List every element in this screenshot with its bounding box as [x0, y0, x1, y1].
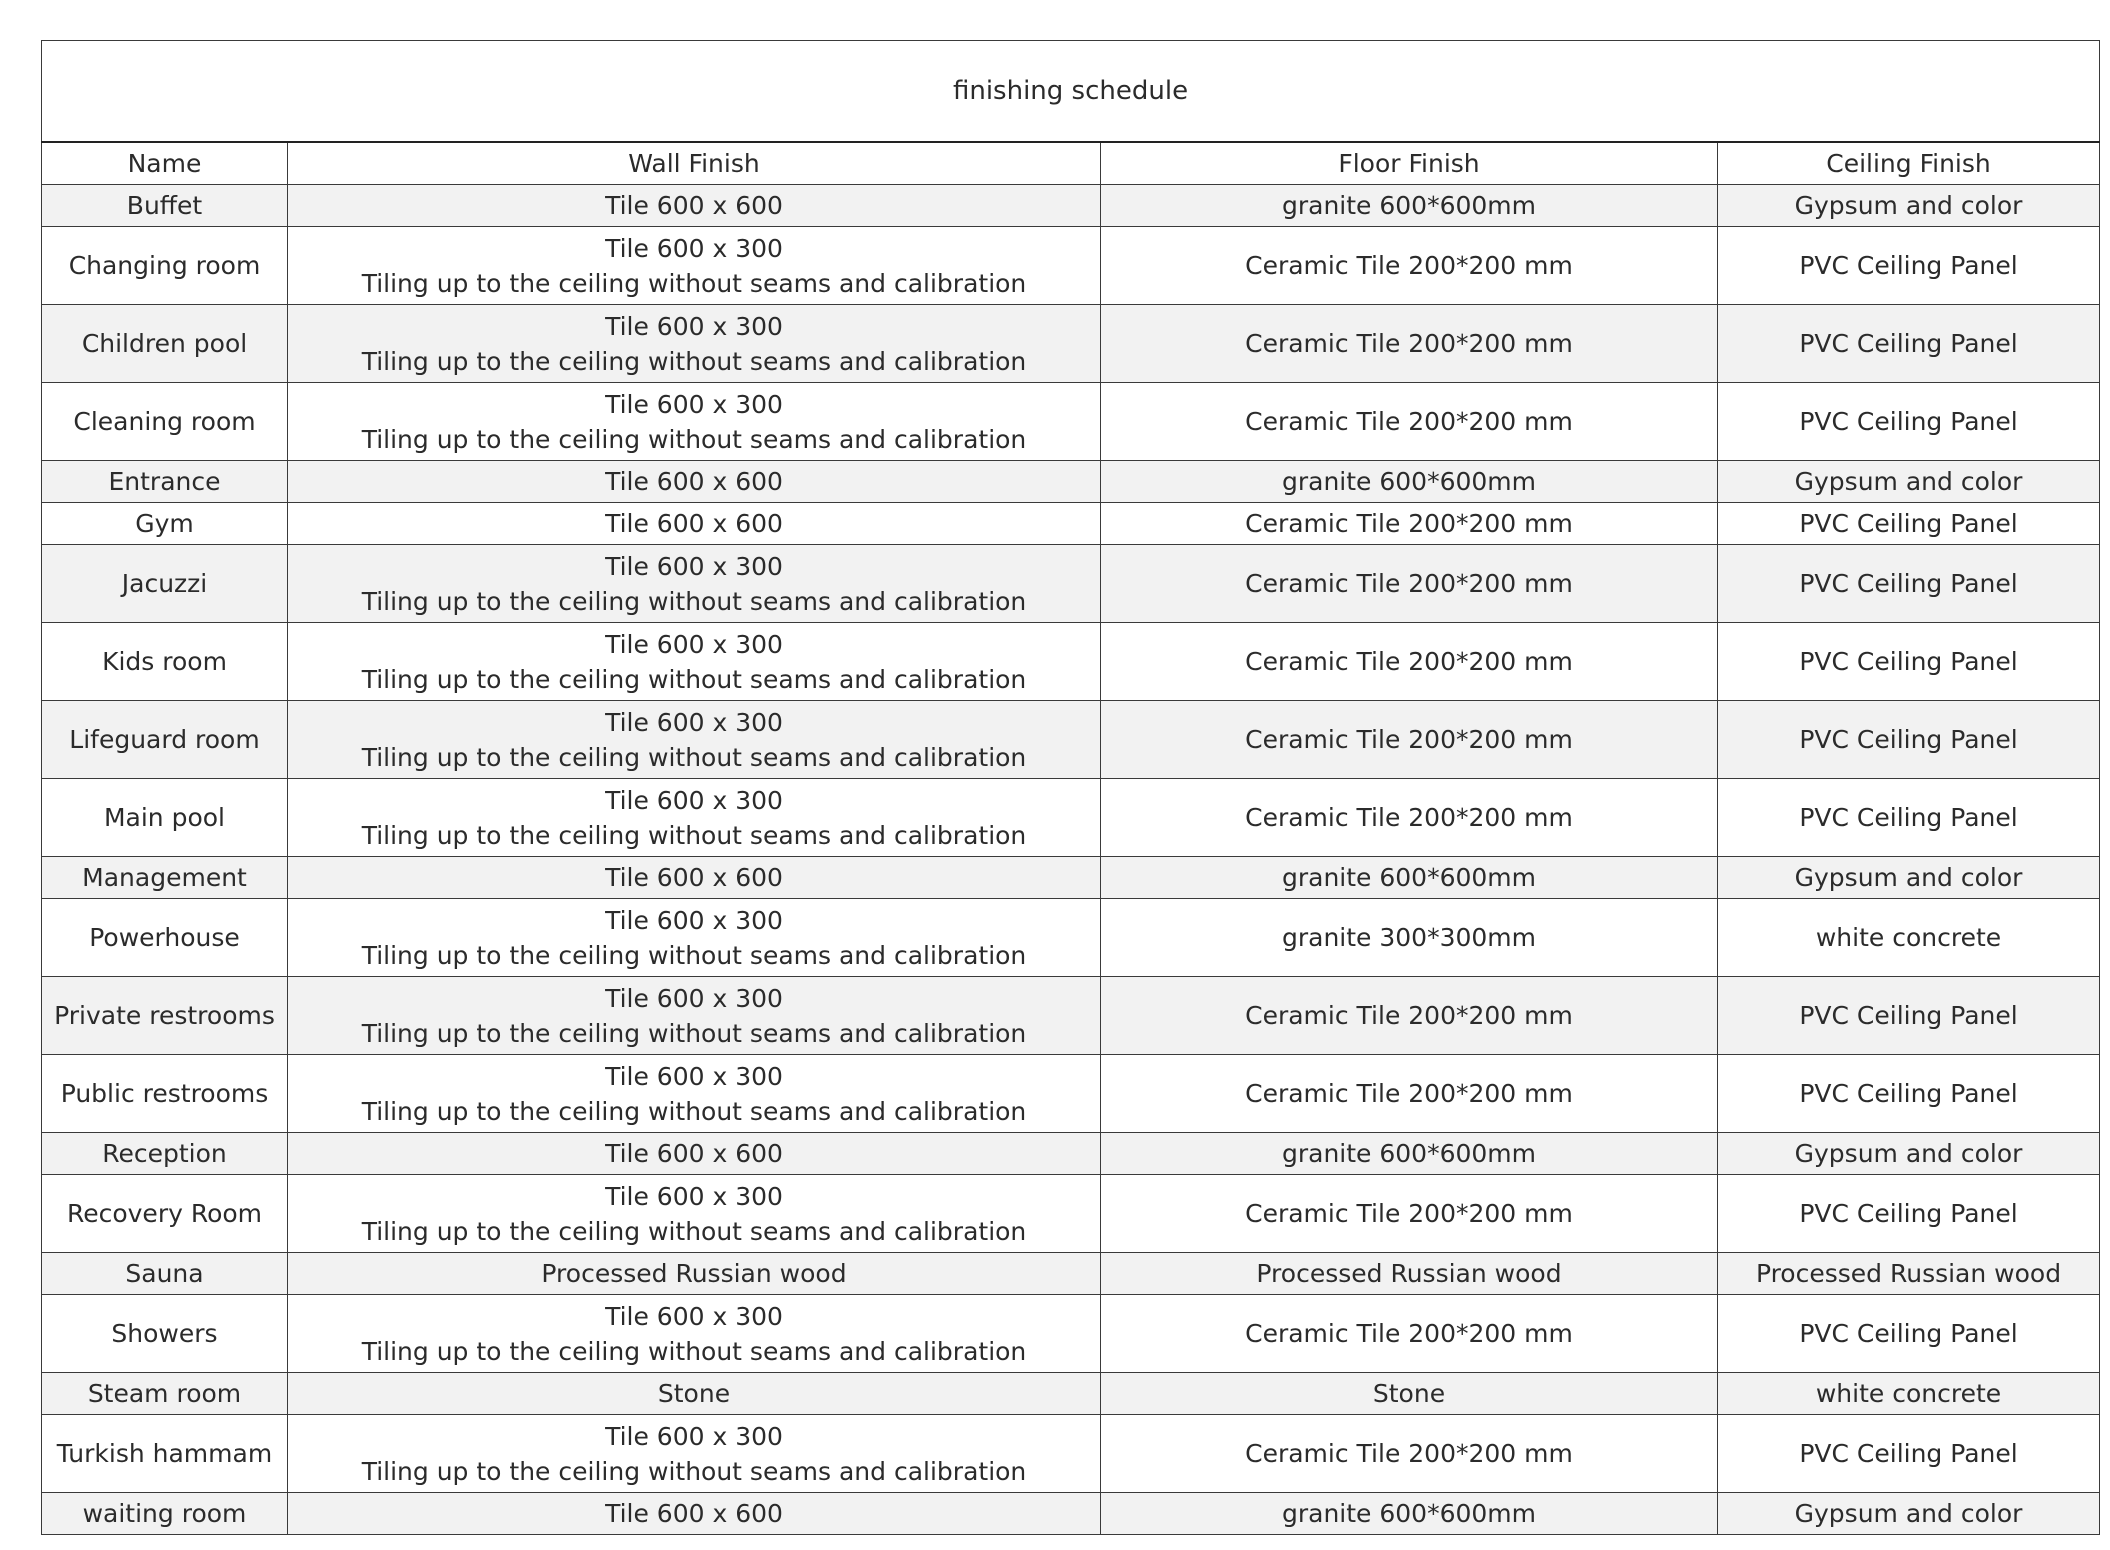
ceiling-finish-cell: PVC Ceiling Panel	[1718, 227, 2100, 305]
room-name-cell: Changing room	[42, 227, 288, 305]
ceiling-finish-cell: PVC Ceiling Panel	[1718, 701, 2100, 779]
ceiling-finish-cell: white concrete	[1718, 899, 2100, 977]
wall-finish-cell	[288, 701, 1101, 779]
wall-finish-line: Tile 600 x 300	[605, 389, 783, 419]
table-row	[42, 227, 2100, 305]
table-row	[42, 1175, 2100, 1253]
floor-finish-cell: Ceramic Tile 200*200 mm	[1101, 227, 1718, 305]
ceiling-finish-cell: Gypsum and color	[1718, 461, 2100, 503]
wall-finish-line: Tiling up to the ceiling without seams and calibration	[361, 1456, 1027, 1486]
ceiling-finish-cell: PVC Ceiling Panel	[1718, 1415, 2100, 1493]
floor-finish-cell: Ceramic Tile 200*200 mm	[1101, 1415, 1718, 1493]
room-name-cell: waiting room	[42, 1493, 288, 1535]
wall-finish-line: Tile 600 x 300	[605, 1061, 783, 1091]
floor-finish-cell: Ceramic Tile 200*200 mm	[1101, 779, 1718, 857]
table-row	[42, 1295, 2100, 1373]
ceiling-finish-cell: PVC Ceiling Panel	[1718, 383, 2100, 461]
wall-finish-cell	[288, 1295, 1101, 1373]
wall-finish-cell	[288, 461, 1101, 503]
wall-finish-line: Tile 600 x 600	[605, 1139, 783, 1168]
wall-finish-line: Tile 600 x 600	[605, 1499, 783, 1528]
room-name-cell: Lifeguard room	[42, 701, 288, 779]
room-name-cell: Steam room	[42, 1373, 288, 1415]
table-row	[42, 503, 2100, 545]
floor-finish-cell: granite 600*600mm	[1101, 1133, 1718, 1175]
wall-finish-line: Tiling up to the ceiling without seams and calibration	[361, 664, 1027, 694]
wall-finish-line: Tile 600 x 300	[605, 707, 783, 737]
wall-finish-line: Tiling up to the ceiling without seams and calibration	[361, 742, 1027, 772]
floor-finish-cell: Processed Russian wood	[1101, 1253, 1718, 1295]
ceiling-finish-cell: PVC Ceiling Panel	[1718, 305, 2100, 383]
floor-finish-cell: Ceramic Tile 200*200 mm	[1101, 977, 1718, 1055]
wall-finish-cell	[288, 305, 1101, 383]
wall-finish-line: Tiling up to the ceiling without seams and calibration	[361, 1336, 1027, 1366]
wall-finish-line: Tile 600 x 300	[605, 233, 783, 263]
wall-finish-line: Tile 600 x 600	[605, 467, 783, 496]
wall-finish-line: Stone	[657, 1379, 731, 1408]
wall-finish-line: Tile 600 x 300	[605, 551, 783, 581]
wall-finish-cell	[288, 1493, 1101, 1535]
ceiling-finish-cell: PVC Ceiling Panel	[1718, 623, 2100, 701]
header-row	[42, 142, 2100, 185]
wall-finish-line: Tiling up to the ceiling without seams and calibration	[361, 346, 1027, 376]
wall-finish-line: Tile 600 x 300	[605, 983, 783, 1013]
wall-finish-line: Tile 600 x 600	[605, 509, 783, 538]
table-row	[42, 305, 2100, 383]
table-row	[42, 1133, 2100, 1175]
wall-finish-line: Tiling up to the ceiling without seams and calibration	[361, 424, 1027, 454]
table-row	[42, 701, 2100, 779]
room-name-cell: Children pool	[42, 305, 288, 383]
table-title: finishing schedule	[42, 41, 2100, 143]
table-body	[42, 185, 2100, 1535]
wall-finish-cell	[288, 899, 1101, 977]
wall-finish-line: Tiling up to the ceiling without seams and calibration	[361, 268, 1027, 298]
floor-finish-cell: Ceramic Tile 200*200 mm	[1101, 1055, 1718, 1133]
wall-finish-cell	[288, 1373, 1101, 1415]
room-name-cell: Sauna	[42, 1253, 288, 1295]
room-name-cell: Reception	[42, 1133, 288, 1175]
wall-finish-line: Tile 600 x 300	[605, 905, 783, 935]
room-name-cell: Showers	[42, 1295, 288, 1373]
ceiling-finish-cell: PVC Ceiling Panel	[1718, 1055, 2100, 1133]
table-row	[42, 1493, 2100, 1535]
room-name-cell: Jacuzzi	[42, 545, 288, 623]
room-name-cell: Management	[42, 857, 288, 899]
room-name-cell: Buffet	[42, 185, 288, 227]
wall-finish-cell	[288, 779, 1101, 857]
table-row	[42, 977, 2100, 1055]
table-row	[42, 185, 2100, 227]
room-name-cell: Kids room	[42, 623, 288, 701]
floor-finish-cell: granite 600*600mm	[1101, 461, 1718, 503]
wall-finish-line: Tiling up to the ceiling without seams and calibration	[361, 586, 1027, 616]
ceiling-finish-cell: Processed Russian wood	[1718, 1253, 2100, 1295]
table-row	[42, 461, 2100, 503]
table-row	[42, 383, 2100, 461]
table-row	[42, 1373, 2100, 1415]
wall-finish-cell	[288, 383, 1101, 461]
floor-finish-cell: Stone	[1101, 1373, 1718, 1415]
ceiling-finish-cell: PVC Ceiling Panel	[1718, 977, 2100, 1055]
wall-finish-cell	[288, 1055, 1101, 1133]
floor-finish-cell: Ceramic Tile 200*200 mm	[1101, 701, 1718, 779]
wall-finish-line: Tiling up to the ceiling without seams and calibration	[361, 1018, 1027, 1048]
table-row	[42, 1415, 2100, 1493]
table-row	[42, 1055, 2100, 1133]
wall-finish-cell	[288, 977, 1101, 1055]
floor-finish-cell: Ceramic Tile 200*200 mm	[1101, 545, 1718, 623]
wall-finish-line: Tile 600 x 300	[605, 1181, 783, 1211]
wall-finish-cell	[288, 1253, 1101, 1295]
ceiling-finish-cell: PVC Ceiling Panel	[1718, 503, 2100, 545]
floor-finish-cell: Ceramic Tile 200*200 mm	[1101, 1295, 1718, 1373]
ceiling-finish-cell: Gypsum and color	[1718, 857, 2100, 899]
column-header-floor-finish: Floor Finish	[1101, 142, 1718, 185]
column-header-name: Name	[42, 142, 288, 185]
wall-finish-line: Tile 600 x 300	[605, 1421, 783, 1451]
wall-finish-cell	[288, 227, 1101, 305]
room-name-cell: Recovery Room	[42, 1175, 288, 1253]
floor-finish-cell: Ceramic Tile 200*200 mm	[1101, 1175, 1718, 1253]
ceiling-finish-cell: Gypsum and color	[1718, 1493, 2100, 1535]
wall-finish-line: Tiling up to the ceiling without seams and calibration	[361, 940, 1027, 970]
wall-finish-cell	[288, 1415, 1101, 1493]
floor-finish-cell: Ceramic Tile 200*200 mm	[1101, 383, 1718, 461]
wall-finish-line: Tiling up to the ceiling without seams and calibration	[361, 1096, 1027, 1126]
wall-finish-line: Tile 600 x 300	[605, 629, 783, 659]
wall-finish-line: Tile 600 x 600	[605, 863, 783, 892]
room-name-cell: Private restrooms	[42, 977, 288, 1055]
wall-finish-cell	[288, 1175, 1101, 1253]
wall-finish-cell	[288, 545, 1101, 623]
room-name-cell: Main pool	[42, 779, 288, 857]
wall-finish-cell	[288, 1133, 1101, 1175]
ceiling-finish-cell: PVC Ceiling Panel	[1718, 1295, 2100, 1373]
table-row	[42, 779, 2100, 857]
wall-finish-cell	[288, 185, 1101, 227]
ceiling-finish-cell: white concrete	[1718, 1373, 2100, 1415]
wall-finish-cell	[288, 623, 1101, 701]
table-row	[42, 623, 2100, 701]
wall-finish-line: Processed Russian wood	[541, 1259, 847, 1288]
wall-finish-cell	[288, 503, 1101, 545]
floor-finish-cell: granite 600*600mm	[1101, 857, 1718, 899]
ceiling-finish-cell: PVC Ceiling Panel	[1718, 779, 2100, 857]
wall-finish-line: Tile 600 x 300	[605, 1301, 783, 1331]
room-name-cell: Entrance	[42, 461, 288, 503]
floor-finish-cell: granite 300*300mm	[1101, 899, 1718, 977]
wall-finish-line: Tiling up to the ceiling without seams and calibration	[361, 1216, 1027, 1246]
room-name-cell: Turkish hammam	[42, 1415, 288, 1493]
ceiling-finish-cell: Gypsum and color	[1718, 1133, 2100, 1175]
wall-finish-line: Tile 600 x 300	[605, 311, 783, 341]
room-name-cell: Public restrooms	[42, 1055, 288, 1133]
finishing-schedule-table	[41, 40, 2100, 1535]
table-row	[42, 857, 2100, 899]
table-row	[42, 899, 2100, 977]
floor-finish-cell: granite 600*600mm	[1101, 1493, 1718, 1535]
room-name-cell: Cleaning room	[42, 383, 288, 461]
column-header-ceiling-finish: Ceiling Finish	[1718, 142, 2100, 185]
wall-finish-line: Tile 600 x 600	[605, 191, 783, 220]
title-row	[42, 41, 2100, 143]
wall-finish-line: Tile 600 x 300	[605, 785, 783, 815]
table-row	[42, 1253, 2100, 1295]
room-name-cell: Powerhouse	[42, 899, 288, 977]
table-row	[42, 545, 2100, 623]
floor-finish-cell: Ceramic Tile 200*200 mm	[1101, 503, 1718, 545]
floor-finish-cell: Ceramic Tile 200*200 mm	[1101, 305, 1718, 383]
floor-finish-cell: Ceramic Tile 200*200 mm	[1101, 623, 1718, 701]
ceiling-finish-cell: Gypsum and color	[1718, 185, 2100, 227]
wall-finish-line: Tiling up to the ceiling without seams and calibration	[361, 820, 1027, 850]
room-name-cell: Gym	[42, 503, 288, 545]
column-header-wall-finish: Wall Finish	[288, 142, 1101, 185]
wall-finish-cell	[288, 857, 1101, 899]
floor-finish-cell: granite 600*600mm	[1101, 185, 1718, 227]
ceiling-finish-cell: PVC Ceiling Panel	[1718, 545, 2100, 623]
ceiling-finish-cell: PVC Ceiling Panel	[1718, 1175, 2100, 1253]
